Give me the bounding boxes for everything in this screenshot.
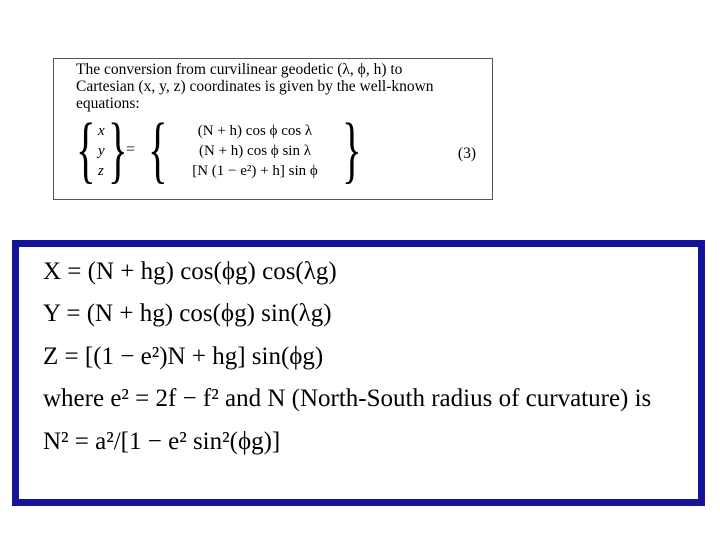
formula-panel-body	[19, 247, 698, 499]
excerpt-line-3: equations:	[76, 95, 140, 112]
vector-z: z	[98, 163, 104, 179]
rhs-row-3: [N (1 − e²) + h] sin ϕ	[192, 163, 318, 179]
equals-sign: =	[126, 141, 136, 158]
paper-excerpt	[53, 58, 493, 200]
equation-number: (3)	[457, 145, 476, 162]
formula-z: Z = [(1 − e²)N + hg] sin(ϕg)	[43, 343, 324, 370]
right-brace-rhs: }	[342, 109, 362, 191]
formula-where: where e² = 2f − f² and N (North-South radius of curvature) is	[43, 385, 652, 412]
left-brace-rhs: {	[148, 109, 168, 191]
formula-y: Y = (N + hg) cos(ϕg) sin(λg)	[43, 300, 332, 327]
excerpt-line-2: Cartesian (x, y, z) coordinates is given by the well-known	[76, 78, 434, 95]
left-brace: {	[76, 109, 96, 191]
equation-3	[76, 109, 486, 195]
excerpt-line-1: The conversion from curvilinear geodetic (λ, ϕ, h) to	[76, 61, 403, 78]
right-brace-vector: }	[108, 109, 128, 191]
vector-x: x	[98, 123, 105, 139]
formula-x: X = (N + hg) cos(ϕg) cos(λg)	[43, 258, 337, 285]
formula-n-squared: N² = a²/[1 − e² sin²(ϕg)]	[43, 428, 281, 455]
rhs-row-2: (N + h) cos ϕ sin λ	[199, 143, 311, 159]
rhs-row-1: (N + h) cos ϕ cos λ	[197, 123, 313, 139]
formula-panel	[12, 240, 705, 506]
vector-y: y	[98, 143, 105, 159]
